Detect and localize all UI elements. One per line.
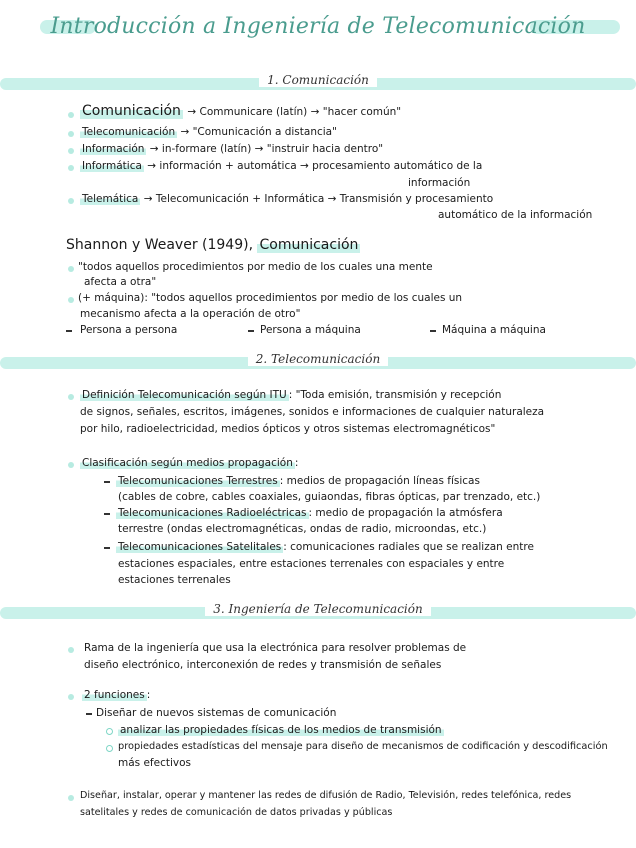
definition-continuation: automático de la información	[438, 209, 593, 221]
communication-type: Persona a máquina	[260, 324, 361, 336]
bullet	[68, 795, 74, 801]
itu-definition-line: por hilo, radioelectricidad, medios ópticos y otros sistemas electromagnéticos"	[80, 423, 496, 435]
definition-continuation: información	[408, 177, 471, 189]
section-title-1: 1. Comunicación	[259, 73, 377, 87]
itu-definition: Definición Telecomunicación según ITU : "Toda emisión, transmisión y recepción	[82, 389, 502, 401]
page-title: Introducción a Ingeniería de Telecomunicación	[50, 14, 586, 39]
bullet	[68, 165, 74, 171]
quote-line: mecanismo afecta a la operación de otro"	[80, 308, 301, 320]
classification-detail: (cables de cobre, cables coaxiales, guiaondas, fibras ópticas, par trenzado, etc.)	[118, 491, 541, 503]
closing-line: Diseñar, instalar, operar y mantener las redes de difusión de Radio, Televisión, redes telefónica, redes	[80, 790, 572, 801]
bullet	[106, 745, 113, 752]
bullet	[68, 297, 74, 303]
classification-detail: terrestre (ondas electromagnéticas, ondas de radio, microondas, etc.)	[118, 523, 487, 535]
closing-line: satelitales y redes de comunicación de datos privadas y públicas	[80, 807, 393, 818]
section-header-2	[0, 351, 636, 373]
bullet	[68, 394, 74, 400]
classification-detail: estaciones espaciales, entre estaciones terrenales con espaciales y entre	[118, 558, 505, 570]
classification-detail: estaciones terrenales	[118, 574, 231, 586]
function-subitem-continuation: más efectivos	[118, 757, 192, 769]
section-header-1	[0, 72, 636, 94]
ingenieria-definition-line: diseño electrónico, interconexión de redes y transmisión de señales	[84, 659, 442, 671]
function-subitem: propiedades estadísticas del mensaje para diseño de mecanismos de codificación y descodificación	[118, 741, 608, 752]
bullet	[68, 148, 74, 154]
quote-line: "todos aquellos procedimientos por medio de los cuales una mente	[78, 261, 433, 273]
bullet	[68, 198, 74, 204]
bullet	[68, 266, 74, 272]
bullet	[68, 112, 74, 118]
definition-row: Telemática → Telecomunicación + Informática → Transmisión y procesamiento	[82, 193, 494, 205]
section-title-2: 2. Telecomunicación	[248, 352, 388, 366]
definition-row: Telecomunicación → "Comunicación a distancia"	[82, 126, 337, 138]
definition-row: Informática → información + automática → procesamiento automático de la	[82, 160, 483, 172]
classification-item: Telecomunicaciones Terrestres : medios de propagación líneas físicas	[118, 475, 480, 487]
classification-heading: Clasificación según medios propagación :	[82, 457, 299, 469]
shannon-heading: Shannon y Weaver (1949), Comunicación	[66, 237, 359, 253]
bullet	[106, 728, 113, 735]
definition-row: Comunicación → Communicare (latín) → "hacer común"	[82, 103, 402, 119]
functions-heading: 2 funciones :	[84, 689, 151, 701]
quote-line: (+ máquina): "todos aquellos procedimientos por medio de los cuales un	[78, 292, 463, 304]
section-title-3: 3. Ingeniería de Telecomunicación	[205, 602, 430, 616]
bullet	[68, 694, 74, 700]
bullet	[68, 131, 74, 137]
function-item: Diseñar de nuevos sistemas de comunicación	[96, 707, 337, 719]
section-header-3	[0, 601, 636, 623]
quote-line: afecta a otra"	[84, 276, 157, 288]
definition-row: Información → in-formare (latín) → "instruir hacia dentro"	[82, 143, 384, 155]
communication-type: Persona a persona	[80, 324, 178, 336]
ingenieria-definition: Rama de la ingeniería que usa la electrónica para resolver problemas de	[84, 642, 467, 654]
classification-item: Telecomunicaciones Satelitales : comunicaciones radiales que se realizan entre	[118, 541, 534, 553]
itu-definition-line: de signos, señales, escritos, imágenes, sonidos e informaciones de cualquier naturaleza	[80, 406, 545, 418]
classification-item: Telecomunicaciones Radioeléctricas : medio de propagación la atmósfera	[118, 507, 503, 519]
communication-type: Máquina a máquina	[442, 324, 546, 336]
function-subitem: analizar las propiedades físicas de los medios de transmisión	[120, 724, 442, 736]
bullet	[68, 462, 74, 468]
bullet	[68, 647, 74, 653]
